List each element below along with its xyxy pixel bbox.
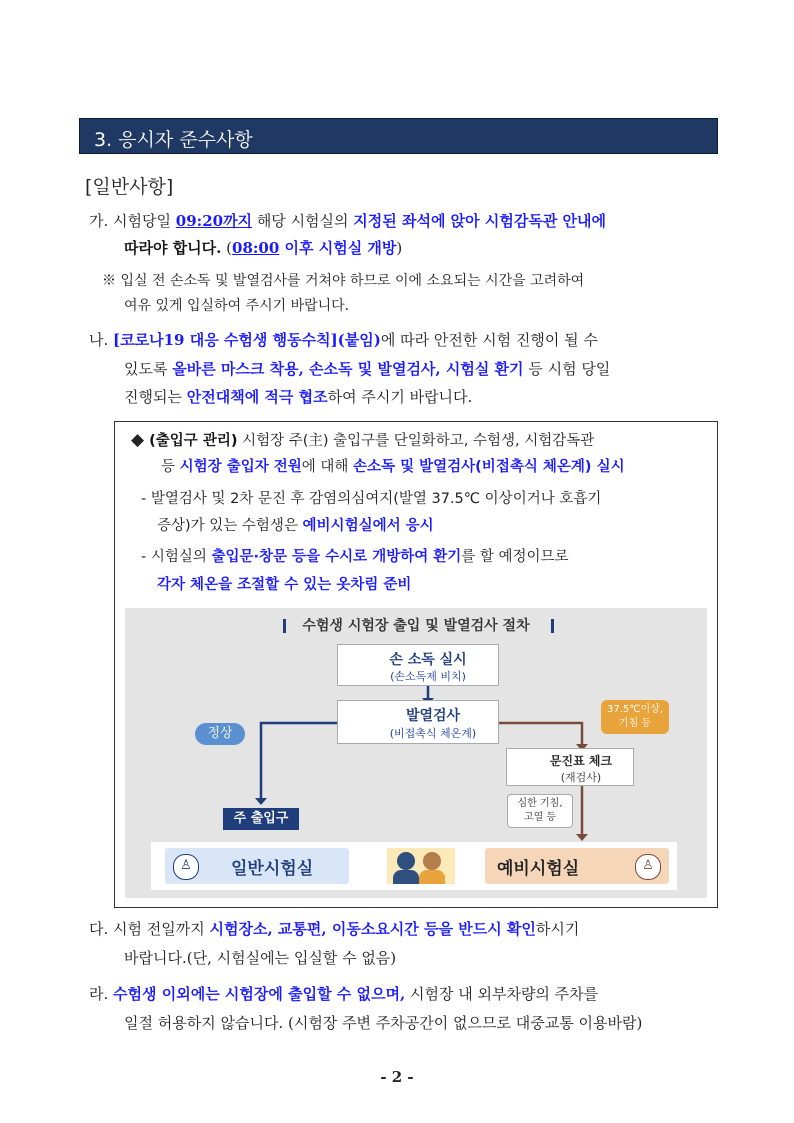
na-line-3 (124, 387, 472, 407)
ga-text: ( (221, 239, 233, 257)
severe-condition-note (507, 794, 573, 828)
page-number: - 2 - (380, 1068, 414, 1086)
normal-badge: 정상 (195, 723, 245, 745)
box-emph: (출입구 관리) (144, 433, 238, 449)
fever-condition-badge (601, 700, 669, 734)
step1-title: 손 소독 실시 (389, 652, 467, 668)
desk-icon: ♙ (635, 854, 661, 880)
flow-title: 수험생 시험장 출입 및 발열검사 절차 (302, 618, 530, 634)
note-line-2: 여유 있게 입실하여 주시기 바랍니다. (124, 298, 350, 314)
ga-open-text: 이후 시험실 개방 (279, 239, 397, 257)
severe-line-1: 심한 기침, (517, 798, 563, 809)
box-emph: 손소독 및 발열검사(비접촉식 체온계) 실시 (353, 459, 625, 475)
da-line-1 (89, 919, 579, 939)
box-text: 등 (161, 459, 180, 475)
flow-diagram (125, 608, 707, 898)
subheading: [일반사항] (85, 176, 174, 198)
box-emph: 시험장 출입자 전원 (179, 459, 302, 475)
box-dash-2 (141, 547, 569, 567)
severe-line-2: 고열 등 (523, 812, 557, 823)
da-emph: 시험장소, 교통편, 이동소요시간 등을 반드시 확인 (209, 920, 536, 938)
ga-emph-black: 따라야 합니다. (124, 239, 222, 257)
fever-condition-line-2: 기침 등 (618, 718, 652, 729)
box-line-2 (161, 457, 625, 477)
na-emph: 올바른 마스크 착용, 손소독 및 발열검사, 시험실 환기 (172, 360, 524, 378)
da-line-2: 바랍니다.(단, 시험실에는 입실할 수 없음) (124, 949, 397, 967)
na-line-2 (124, 359, 610, 379)
people-masked-icon (387, 848, 455, 884)
na-emph: [코로나19 대응 수험생 행동수칙](붙임) (113, 331, 381, 349)
box-dash-2b: 각자 체온을 조절할 수 있는 옷차림 준비 (157, 577, 412, 593)
notice-box (114, 421, 718, 908)
da-text: 하시기 (535, 920, 580, 938)
ra-line-2: 일절 허용하지 않습니다. (시험장 주변 주차공간이 없으므로 대중교통 이용바람) (124, 1014, 643, 1032)
step2-title: 발열검사 (405, 708, 461, 724)
ga-open-time: 08:00 (232, 239, 280, 257)
ga-line-2 (124, 238, 402, 258)
na-text: 등 시험 당일 (523, 360, 611, 378)
box-text: 증상)가 있는 수험생은 (157, 518, 303, 534)
na-text: 있도록 (124, 360, 173, 378)
ra-emph: 수험생 이외에는 시험장에 출입할 수 없으며, (113, 985, 406, 1003)
box-dash-1b (157, 516, 434, 536)
ga-text: 해당 시험실의 (252, 212, 354, 230)
ra-line-1 (89, 984, 598, 1004)
ga-text: 시험당일 (113, 212, 176, 230)
section-header (79, 118, 718, 154)
na-emph: 안전대책에 적극 협조 (186, 388, 328, 406)
ga-time: 09:20까지 (175, 212, 253, 230)
backup-room-card (485, 848, 669, 884)
na-line-1 (89, 330, 598, 350)
backup-room-label: 예비시험실 (497, 859, 580, 879)
note-line-1: ※ 입실 전 손소독 및 발열검사를 거쳐야 하므로 이에 소요되는 시간을 고려하여 (102, 273, 585, 289)
box-text: 를 할 예정이므로 (461, 549, 569, 565)
box-text: 시험장 주(主) 출입구를 단일화하고, 수험생, 시험감독관 (237, 433, 595, 449)
box-text: 에 대해 (301, 459, 354, 475)
step-questionnaire (506, 748, 634, 786)
step2-subtitle: (비접촉식 체온계) (389, 727, 477, 740)
desk-icon: ♙ (173, 854, 199, 880)
box-emph: 출입문·창문 등을 수시로 개방하여 환기 (211, 549, 462, 565)
step3-title: 문진표 체크 (549, 754, 613, 768)
na-marker: 나. (89, 331, 109, 349)
fever-condition-line-1: 37.5℃이상, (607, 704, 663, 715)
ra-text: 시험장 내 외부차량의 주차를 (405, 985, 599, 1003)
ga-marker: 가. (89, 212, 109, 230)
ga-text: ) (396, 239, 403, 257)
da-marker: 다. (89, 920, 109, 938)
na-text: 하여 주시기 바랍니다. (327, 388, 473, 406)
da-text: 시험 전일까지 (113, 920, 210, 938)
ga-emph: 지정된 좌석에 앉아 시험감독관 안내에 (353, 212, 607, 230)
general-room-label: 일반시험실 (231, 859, 314, 879)
box-text: - 시험실의 (141, 549, 212, 565)
section-title: 3. 응시자 준수사항 (94, 129, 253, 151)
box-emph: 예비시험실에서 응시 (302, 518, 434, 534)
step-fever-check (337, 700, 499, 744)
box-line-1 (131, 430, 594, 451)
main-entrance-label: 주 출입구 (223, 808, 299, 830)
diamond-bullet-icon: ◆ (131, 430, 145, 450)
ra-marker: 라. (89, 985, 109, 1003)
step3-subtitle: (재검사) (560, 771, 602, 784)
step1-subtitle: (손소독제 비치) (390, 670, 466, 683)
general-room-card (165, 848, 349, 884)
na-text: 에 따라 안전한 시험 진행이 될 수 (380, 331, 598, 349)
step-hand-sanitize (337, 644, 499, 686)
na-text: 진행되는 (124, 388, 187, 406)
box-dash-1: - 발열검사 및 2차 문진 후 감염의심여지(발열 37.5℃ 이상이거나 호흡기 (141, 491, 602, 507)
ga-line-1 (89, 211, 606, 231)
